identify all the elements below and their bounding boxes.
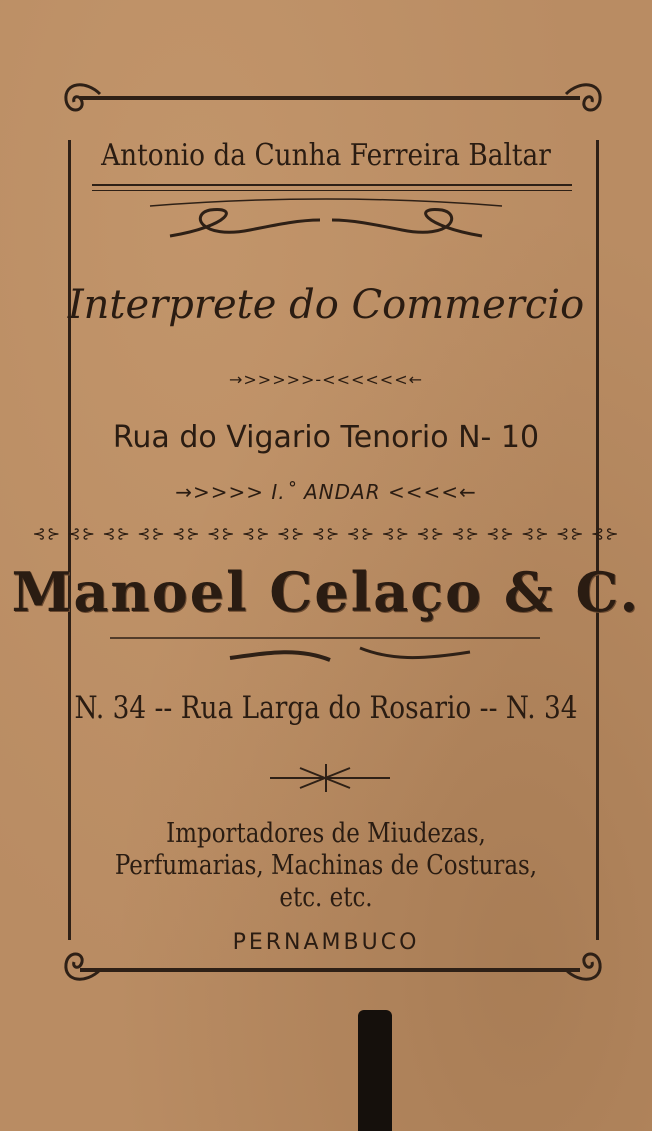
holder-name: Antonio da Cunha Ferreira Baltar: [101, 138, 551, 173]
city-name: PERNAMBUCO: [232, 930, 420, 955]
company-name: Manoel Celaço & C.: [11, 560, 641, 624]
corner-ornament-top-right: [562, 74, 610, 122]
flourish-ornament-middle: [0, 630, 652, 680]
black-tab: [358, 1010, 392, 1131]
shop-address: N. 34 -- Rua Larga do Rosario -- N. 34: [74, 690, 578, 726]
holder-role: Interprete do Commercio: [67, 282, 585, 328]
flourish-ornament-small: [0, 758, 652, 798]
floor-line: →>>>> I.˚ ANDAR <<<<←: [175, 480, 477, 504]
office-address: Rua do Vigario Tenorio N- 10: [112, 420, 540, 455]
frame-top-line: [80, 96, 580, 100]
corner-ornament-top-left: [56, 74, 104, 122]
arrow-divider-1: →>>>>>-<<<<<<←: [228, 370, 424, 389]
trade-line-2: Perfumarias, Machinas de Costuras,: [114, 850, 538, 881]
frame-bottom-line: [80, 968, 580, 972]
ornament-band: ⊰⊱ ⊰⊱ ⊰⊱ ⊰⊱ ⊰⊱ ⊰⊱ ⊰⊱ ⊰⊱ ⊰⊱ ⊰⊱ ⊰⊱ ⊰⊱ ⊰⊱ ⊰⊱ ⊰⊱ ⊰⊱ ⊰⊱: [32, 524, 620, 543]
trade-line-1: Importadores de Miudezas,: [166, 818, 486, 849]
name-underline-rule: [92, 184, 572, 191]
flourish-ornament-top: [0, 196, 652, 256]
trade-line-3: etc. etc.: [279, 882, 373, 913]
